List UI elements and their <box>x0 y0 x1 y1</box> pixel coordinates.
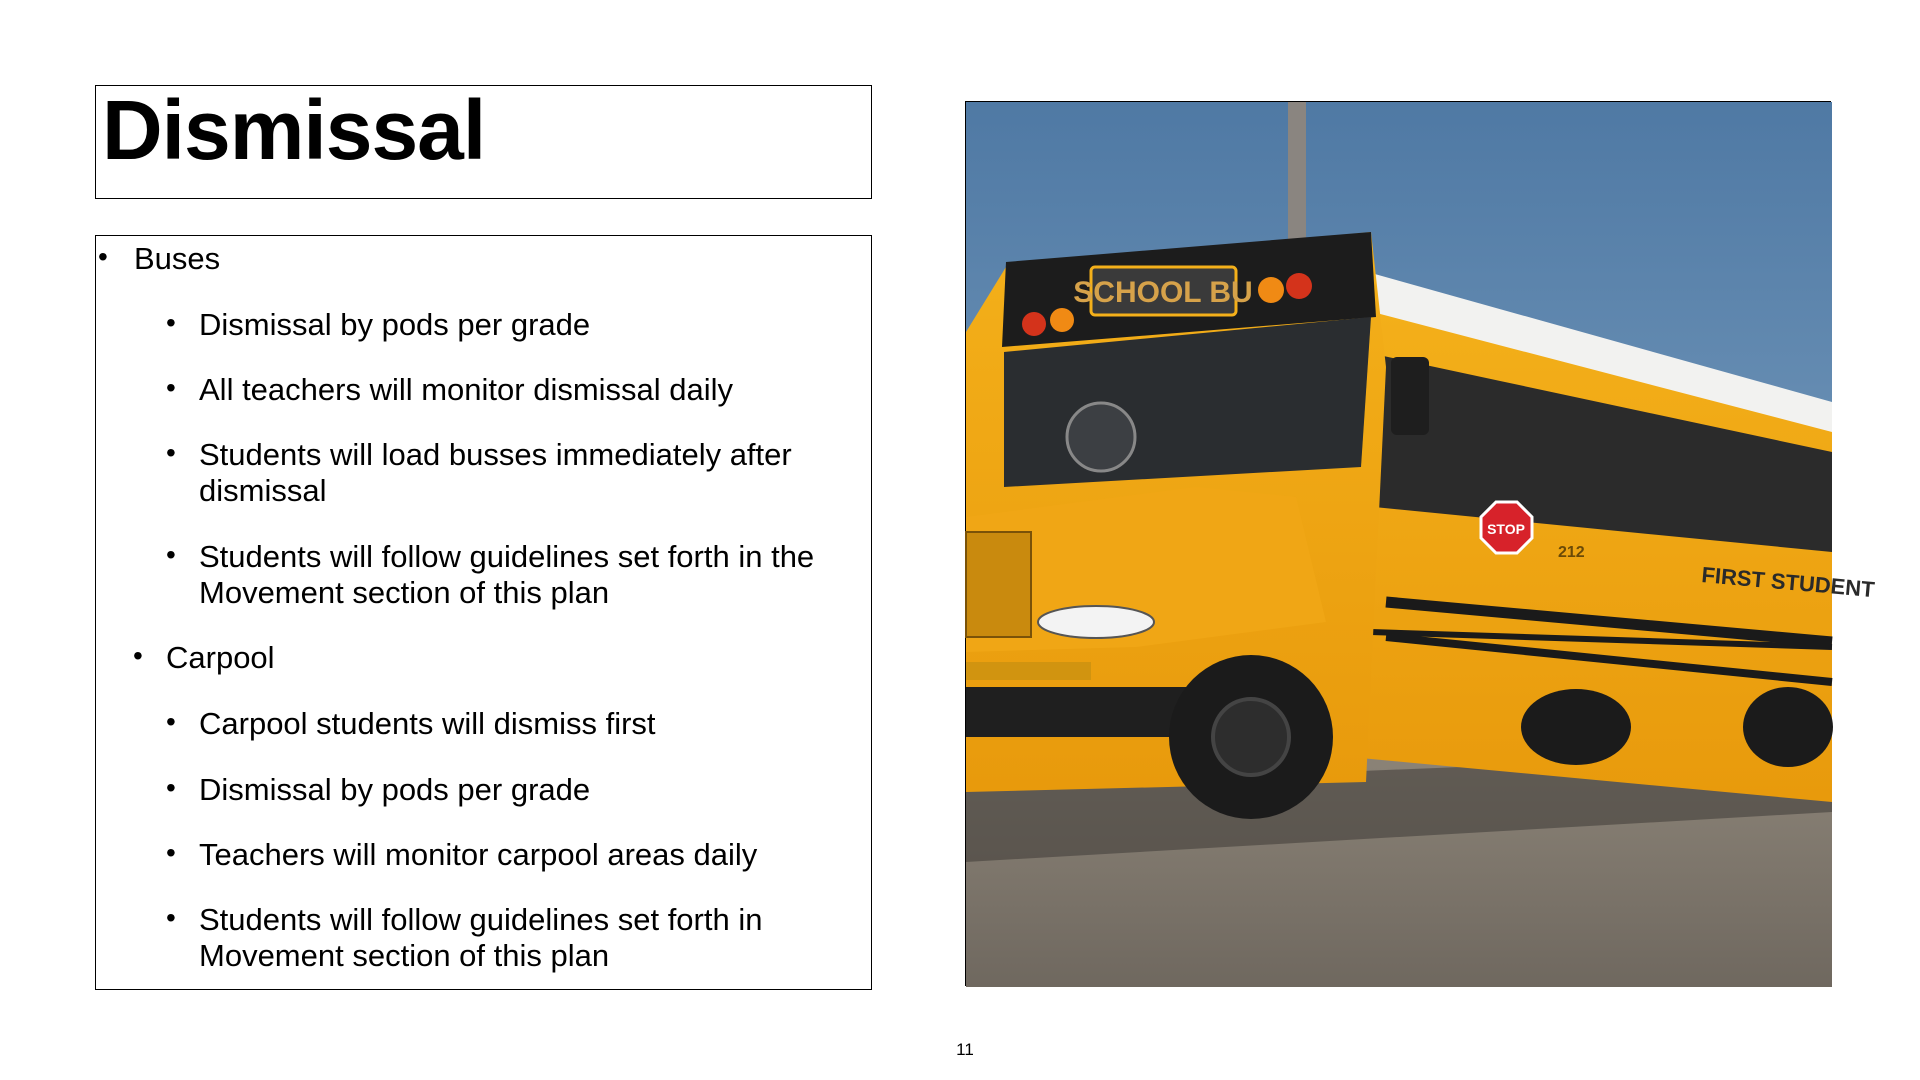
bus-sign-text: SCHOOL BU <box>1073 276 1253 309</box>
sub-bullet-item <box>166 307 859 343</box>
warning-light <box>1050 308 1074 332</box>
bullet-text: Carpool students will dismiss first <box>199 706 656 741</box>
stop-sign-text: STOP <box>1487 521 1525 537</box>
bullet-icon: • <box>166 837 176 868</box>
school-bus-illustration <box>966 102 1876 987</box>
bullet-icon: • <box>98 241 108 272</box>
sub-bullet-item <box>166 706 859 742</box>
bullet-icon: • <box>166 772 176 803</box>
light-pole <box>1288 102 1306 247</box>
headlight <box>1038 606 1154 638</box>
crossover-mirror <box>1067 403 1135 471</box>
title-placeholder <box>95 85 872 199</box>
school-bus-photo <box>965 101 1876 986</box>
bullet-text: Teachers will monitor carpool areas daily <box>199 837 758 872</box>
bullet-icon: • <box>166 372 176 403</box>
page-number: 11 <box>956 1040 974 1059</box>
sub-bullet-item <box>166 372 859 408</box>
bullet-text: Students will load busses immediately after dismissal <box>199 437 792 508</box>
rear-wheel <box>1521 689 1631 765</box>
bullet-icon: • <box>166 706 176 737</box>
bumper-bar <box>966 662 1091 680</box>
warning-light <box>1258 277 1284 303</box>
grille <box>966 532 1031 637</box>
content-placeholder <box>95 235 872 990</box>
sub-bullet-item <box>166 902 859 974</box>
warning-light <box>1022 312 1046 336</box>
sub-bullet-item <box>166 437 859 509</box>
bullet-item <box>98 241 221 277</box>
bullet-icon: • <box>166 539 176 570</box>
sub-bullet-item <box>166 772 859 808</box>
rear-wheel <box>1743 687 1833 767</box>
bullet-text: Buses <box>134 241 221 276</box>
bullet-item <box>133 640 275 676</box>
wheel-hub <box>1213 699 1289 775</box>
operator-lettering: FIRST STUDENT <box>1700 562 1876 603</box>
bullet-text: Carpool <box>166 640 275 675</box>
sub-bullet-item <box>166 539 859 611</box>
bullet-text: Dismissal by pods per grade <box>199 307 591 342</box>
bullet-text: Students will follow guidelines set forth in the Movement section of this plan <box>199 539 815 610</box>
bullet-text: All teachers will monitor dismissal daily <box>199 372 734 407</box>
bullet-text: Students will follow guidelines set forth in Movement section of this plan <box>199 902 763 973</box>
bullet-icon: • <box>133 640 143 671</box>
bullet-icon: • <box>166 307 176 338</box>
bullet-icon: • <box>166 437 176 468</box>
slide-title: Dismissal <box>102 83 486 177</box>
sub-bullet-item <box>166 837 859 873</box>
bullet-text: Dismissal by pods per grade <box>199 772 591 807</box>
bus-number: 212 <box>1558 544 1585 561</box>
warning-light <box>1286 273 1312 299</box>
bullet-icon: • <box>166 902 176 933</box>
side-mirror <box>1391 357 1429 435</box>
